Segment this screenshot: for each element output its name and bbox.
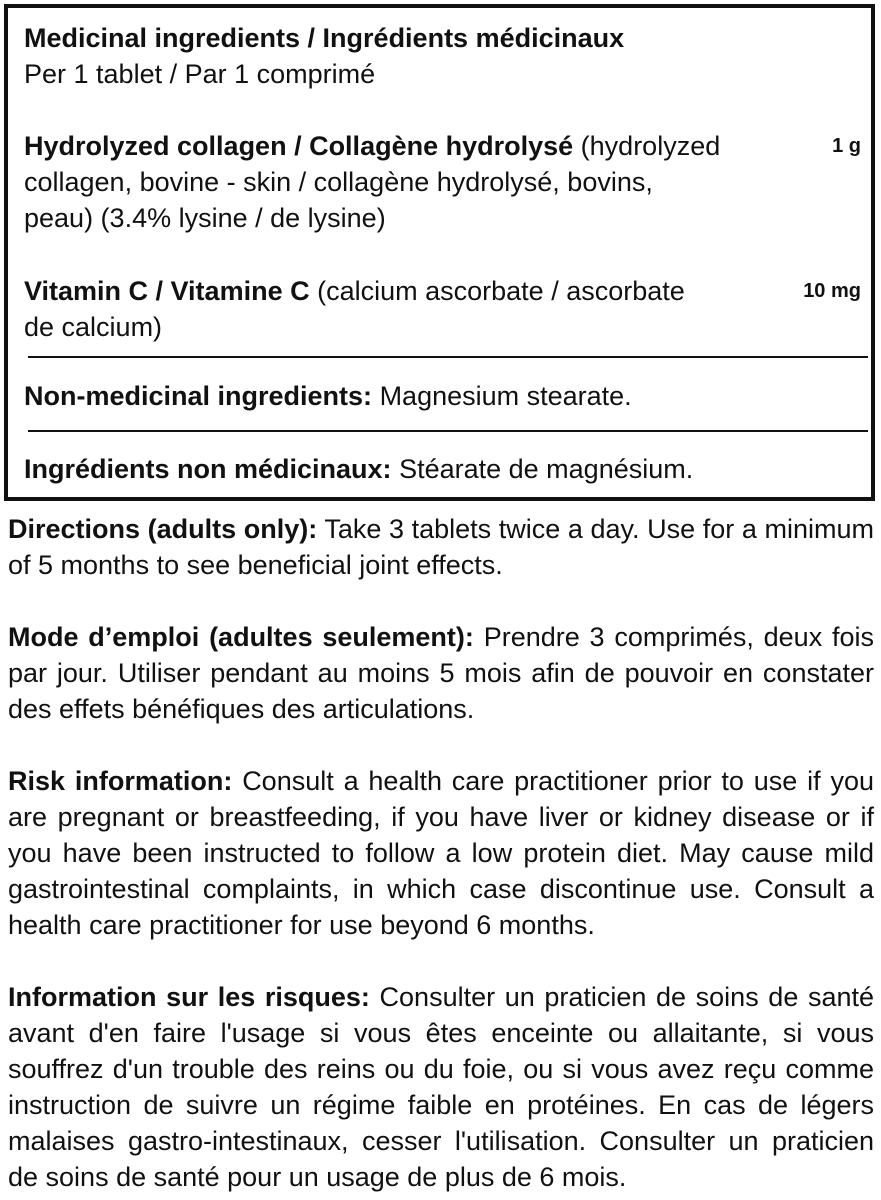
ingredient-collagen-amount: 1 g — [832, 135, 861, 157]
non-medicinal-en-label: Non-medicinal ingredients: — [24, 381, 373, 411]
ingredient-vitamin-c-amount: 10 mg — [803, 280, 861, 302]
directions-en — [8, 511, 874, 583]
ingredient-vitamin-c-desc1: (calcium ascorbate / ascorbate — [317, 276, 685, 306]
risk-en — [8, 763, 874, 943]
directions-en-label: Directions (adults only): — [8, 514, 318, 544]
ingredient-collagen-line1 — [24, 128, 720, 164]
risk-fr-label: Information sur les risques: — [8, 982, 370, 1012]
non-medicinal-fr-text: Stéarate de magnésium. — [399, 454, 694, 484]
box-subtitle: Per 1 tablet / Par 1 comprimé — [24, 59, 376, 89]
divider-rule — [28, 356, 868, 358]
non-medicinal-fr-label: Ingrédients non médicinaux: — [24, 454, 392, 484]
non-medicinal-fr — [24, 451, 693, 487]
directions-fr-text: Prendre 3 comprimés, deux fois par jour. Utiliser pendant au moins 5 mois afin de pouvoir en constater des effets bénéfiques des articulations. — [8, 622, 874, 724]
ingredient-collagen-name: Hydrolyzed collagen / Collagène hydrolysé — [24, 131, 574, 161]
box-title: Medicinal ingredients / Ingrédients médicinaux — [24, 23, 625, 53]
ingredient-collagen-desc2: collagen, bovine - skin / collagène hydrolysé, bovins, — [24, 167, 653, 197]
divider-rule — [28, 430, 868, 432]
risk-fr-text: Consulter un praticien de soins de santé avant d'en faire l'usage si vous êtes enceinte ou allaitante, si vous souffrez d'un trouble des reins ou du foie, ou si vous avez reçu comme instruction de suivre un régime faible en protéines. En cas de légers malaises gastro-intestinaux, cesser l'utilisation. Consulter un praticien de soins de santé pour un usage de plus de 6 mois. — [8, 982, 875, 1192]
ingredient-vitamin-c-name: Vitamin C / Vitamine C — [24, 276, 310, 306]
directions-fr-label: Mode d’emploi (adultes seulement): — [8, 622, 474, 652]
risk-fr — [8, 979, 874, 1195]
non-medicinal-en-text: Magnesium stearate. — [379, 381, 632, 411]
ingredient-vitamin-c-desc2: de calcium) — [24, 312, 163, 342]
ingredient-vitamin-c-line1 — [24, 273, 685, 309]
medicinal-ingredients-box — [4, 4, 875, 501]
risk-en-label: Risk information: — [8, 766, 233, 796]
non-medicinal-en — [24, 378, 632, 414]
directions-en-text: Take 3 tablets twice a day. Use for a minimum of 5 months to see beneficial joint effects. — [8, 514, 874, 580]
risk-en-text: Consult a health care practitioner prior to use if you are pregnant or breastfeeding, if you have liver or kidney disease or if you have been instructed to follow a low protein diet. May cause mild gastrointestinal complaints, in which case discontinue use. Consult a health care practitioner for use beyond 6 months. — [8, 766, 874, 940]
ingredient-collagen-desc3: peau) (3.4% lysine / de lysine) — [24, 203, 386, 233]
ingredient-collagen-desc1: (hydrolyzed — [580, 131, 721, 161]
directions-fr — [8, 619, 874, 727]
